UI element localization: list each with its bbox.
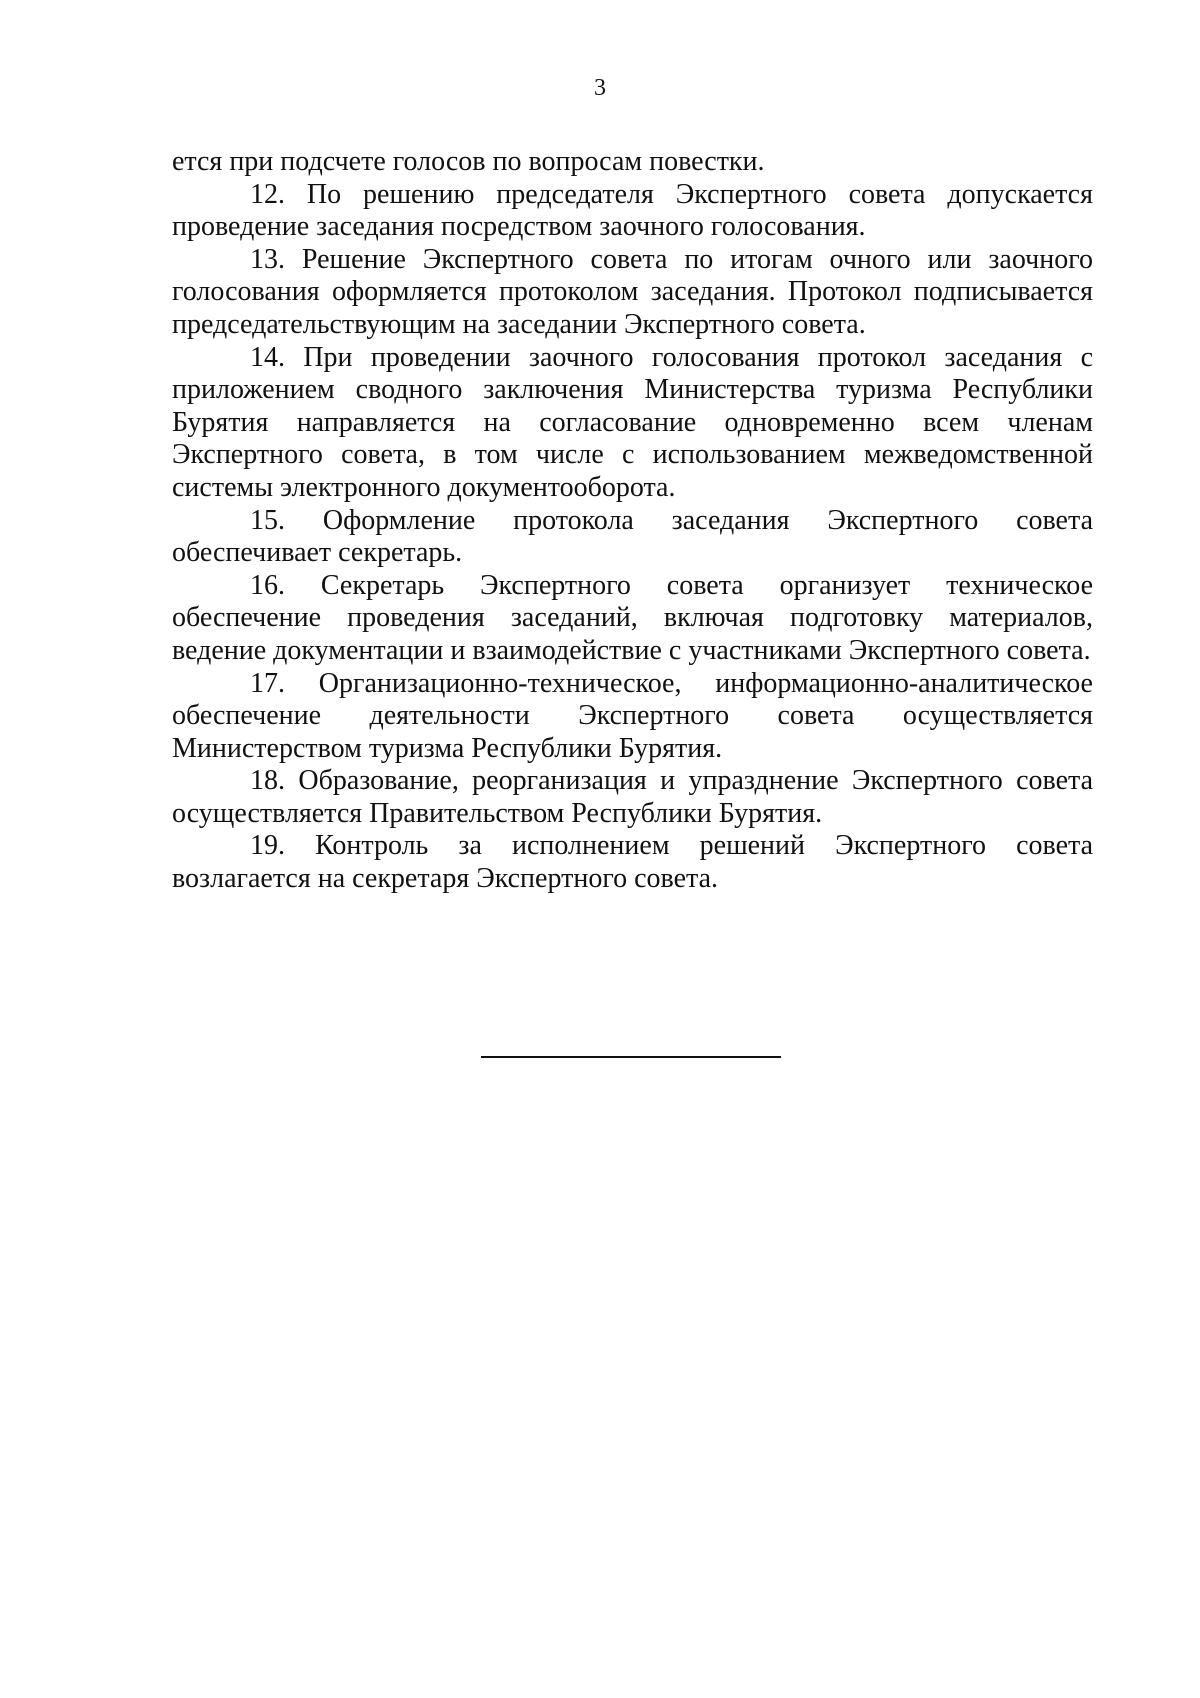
paragraph-17: 17. Организационно-техническое, информационно-аналитическое обеспечение деятельности Экспертного совета осуществляется Министерством туризма Республики Бурятия. bbox=[172, 667, 1093, 764]
paragraph-14: 14. При проведении заочного голосования протокол заседания с приложением сводного заключения Министерства туризма Республики Бурятия направляется на согласование одновременно всем членам Экспертного совета, в том числе с использованием межведомственной системы электронного документооборота. bbox=[172, 341, 1093, 503]
paragraph-18: 18. Образование, реорганизация и упразднение Экспертного совета осуществляется Правительством Республики Бурятия. bbox=[172, 765, 1093, 829]
paragraph-16: 16. Секретарь Экспертного совета организует техническое обеспечение проведения заседаний, включая подготовку материалов, ведение документации и взаимодействие с участниками Экспертного совета. bbox=[172, 569, 1093, 666]
document-body bbox=[172, 146, 1093, 896]
paragraph-12: 12. По решению председателя Экспертного совета допускается проведение заседания посредством заочного голосования. bbox=[172, 178, 1093, 243]
continuation-text: ется при подсчете голосов по вопросам повестки. bbox=[172, 146, 765, 177]
page-number: 3 bbox=[594, 75, 606, 101]
paragraph-13: 13. Решение Экспертного совета по итогам очного или заочного голосования оформляется протоколом заседания. Протокол подписывается председательствующим на заседании Экспертного совета. bbox=[172, 243, 1093, 340]
paragraph-19: 19. Контроль за исполнением решений Экспертного совета возлагается на секретаря Экспертного совета. bbox=[172, 830, 1093, 895]
paragraph-15: 15. Оформление протокола заседания Экспертного совета обеспечивает секретарь. bbox=[172, 504, 1093, 569]
closing-separator-line bbox=[481, 1056, 781, 1058]
